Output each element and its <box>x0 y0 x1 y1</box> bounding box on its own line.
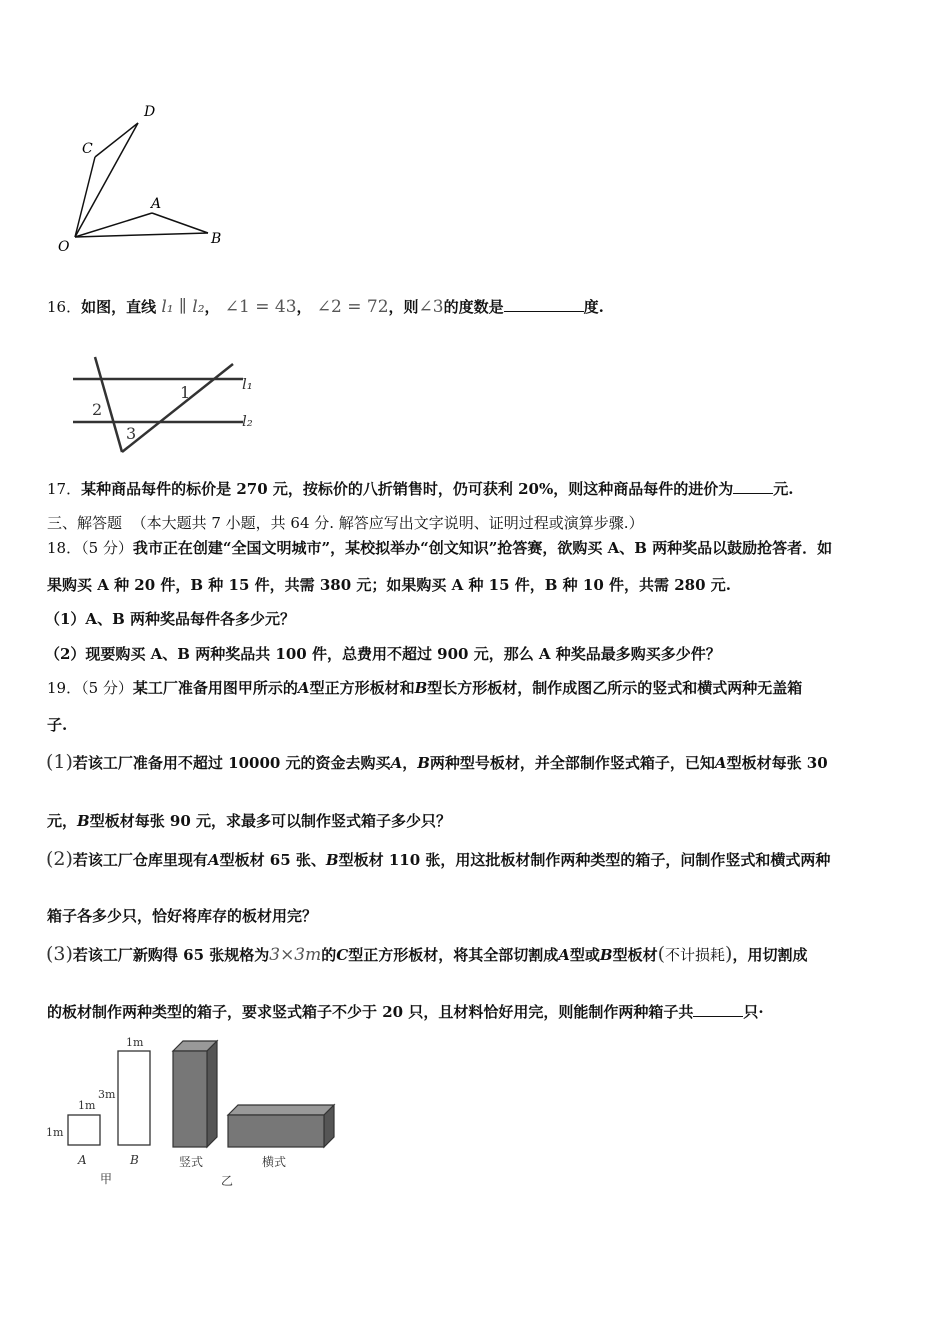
question-number: 18． <box>47 539 82 557</box>
question-18-line-1: 18．（5 分）我市正在创建“全国文明城市”，某校拟举办“创文知识”抢答赛，欲购买 A、B 两种奖品以鼓励抢答者．如 <box>47 539 833 557</box>
question-19-part-1-line-1: (1)若该工厂准备用不超过 10000 元的资金去购买A，B两种型号板材，并全部制作竖式箱子，已知A型板材每张 30 <box>46 751 828 773</box>
part-marker: (2) <box>46 848 73 870</box>
question-19-line-1: 19．（5 分）某工厂准备用图甲所示的A型正方形板材和B型长方形板材，制作成图乙所示的竖式和横式两种无盖箱 <box>47 679 803 697</box>
question-19-part-2-line-2: 箱子各多少只，恰好将库存的板材用完？ <box>47 907 318 925</box>
board-b-width-label: 1m <box>126 1036 144 1049</box>
question-19-part-1-line-2: 元，B型板材每张 90 元，求最多可以制作竖式箱子多少只？ <box>47 812 452 830</box>
figure-q19 <box>40 1033 350 1193</box>
figure-yi-label: 乙 <box>221 1174 234 1188</box>
size-expression: 3×3m <box>269 945 322 965</box>
vertical-box-label: 竖式 <box>179 1155 204 1169</box>
horizontal-box-label: 横式 <box>262 1155 287 1169</box>
line-label-l1: l₁ <box>242 375 253 393</box>
question-18-line-2: 果购买 A 种 20 件，B 种 15 件，共需 380 元；如果购买 A 种 15 件，B 种 10 件，共需 280 元. <box>47 576 731 594</box>
angle1-expression: ∠1 = 43 <box>224 297 297 317</box>
question-19-part-3-line-1: (3)若该工厂新购得 65 张规格为3×3m的C型正方形板材，将其全部切割成A型或B型板材(不计损耗)，用切割成 <box>46 943 808 965</box>
score: （5 分） <box>81 679 133 697</box>
part-marker: (1) <box>46 751 73 773</box>
figure-jia-label: 甲 <box>100 1172 113 1186</box>
board-b-rectangle <box>118 1051 150 1145</box>
question-19-part-2-line-1: (2)若该工厂仓库里现有A型板材 65 张、B型板材 110 张，用这批板材制作两种类型的箱子，问制作竖式和横式两种 <box>46 848 831 870</box>
point-label-d: D <box>144 104 156 120</box>
answer-blank[interactable] <box>693 1002 743 1017</box>
vertical-box <box>173 1041 217 1147</box>
question-17: 17．某种商品每件的标价是 270 元，按标价的八折销售时，仍可获利 20%，则这种商品每件的进价为 元. <box>47 480 794 498</box>
point-label-o: O <box>58 239 70 255</box>
board-b-height-label: 3m <box>98 1088 116 1101</box>
angle-label-3: 3 <box>126 424 137 443</box>
angle3-expression: ∠3 <box>418 297 444 317</box>
point-label-b: B <box>211 231 222 247</box>
question-18-part-1: （1）A、B 两种奖品每件各多少元？ <box>45 610 295 628</box>
figure-q16 <box>65 350 265 460</box>
board-a-label: A <box>78 1153 87 1167</box>
section-3-header <box>47 513 644 533</box>
question-number: 19． <box>47 679 82 697</box>
question-number: 17． <box>47 480 82 498</box>
figure-q15 <box>50 95 240 260</box>
angle-label-2: 2 <box>92 400 103 419</box>
point-label-c: C <box>82 141 93 157</box>
parallel-expression: l₁ ∥ l₂ <box>161 297 205 317</box>
angle2-expression: ∠2 = 72 <box>316 297 389 317</box>
question-number: 16． <box>47 298 82 316</box>
question-19-line-2: 子. <box>47 716 68 734</box>
angle-label-1: 1 <box>180 383 191 402</box>
section-title: 三、解答题 <box>47 514 123 532</box>
board-b-label: B <box>130 1153 139 1167</box>
horizontal-box <box>228 1105 334 1147</box>
score: （5 分） <box>81 539 133 557</box>
question-18-part-2: （2）现要购买 A、B 两种奖品共 100 件，总费用不超过 900 元，那么 A 种奖品最多购买多少件？ <box>45 645 721 663</box>
answer-blank[interactable] <box>733 479 773 494</box>
board-a-height-label: 1m <box>46 1126 64 1139</box>
board-a-width-label: 1m <box>78 1099 96 1112</box>
point-label-a: A <box>151 196 162 212</box>
section-note: （本大题共 7 小题，共 64 分. 解答应写出文字说明、证明过程或演算步骤.） <box>131 514 644 532</box>
question-16: 16．如图，直线 l₁ ∥ l₂， ∠1 = 43， ∠2 = 72，则∠3的度数是 度. <box>47 297 604 317</box>
board-a-square <box>68 1115 100 1145</box>
line-label-l2: l₂ <box>242 412 253 430</box>
part-marker: (3) <box>46 943 73 965</box>
answer-blank[interactable] <box>504 297 584 312</box>
question-19-part-3-line-2: 的板材制作两种类型的箱子，要求竖式箱子不少于 20 只，且材料恰好用完，则能制作两种箱子共 只· <box>47 1003 764 1021</box>
